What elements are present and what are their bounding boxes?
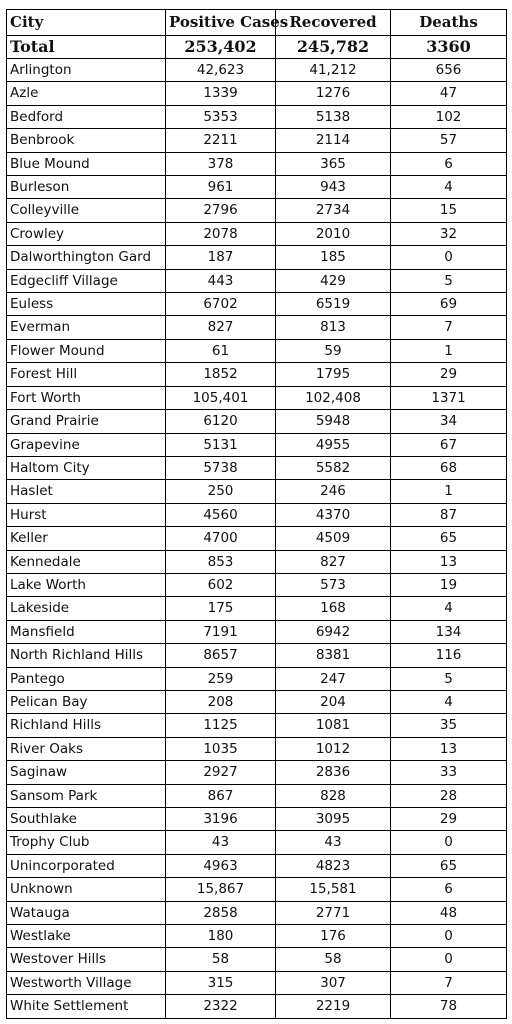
recovered-cell: 3095: [276, 808, 391, 831]
positive-cases-cell: 8657: [166, 644, 276, 667]
positive-cases-cell: 6120: [166, 410, 276, 433]
total-deaths: 3360: [391, 36, 507, 59]
recovered-cell: 4823: [276, 854, 391, 877]
recovered-cell: 2114: [276, 129, 391, 152]
deaths-cell: 13: [391, 550, 507, 573]
city-cell: Keller: [7, 527, 166, 550]
positive-cases-cell: 175: [166, 597, 276, 620]
table-row: [7, 269, 507, 292]
deaths-cell: 116: [391, 644, 507, 667]
deaths-cell: 0: [391, 246, 507, 269]
deaths-cell: 7: [391, 971, 507, 994]
positive-cases-cell: 2927: [166, 761, 276, 784]
positive-cases-cell: 3196: [166, 808, 276, 831]
table-row: [7, 784, 507, 807]
positive-cases-cell: 58: [166, 948, 276, 971]
deaths-cell: 0: [391, 831, 507, 854]
recovered-cell: 246: [276, 480, 391, 503]
table-row: [7, 410, 507, 433]
table-row: [7, 386, 507, 409]
positive-cases-cell: 6702: [166, 293, 276, 316]
city-cell: River Oaks: [7, 737, 166, 760]
positive-cases-cell: 1125: [166, 714, 276, 737]
deaths-cell: 0: [391, 925, 507, 948]
positive-cases-cell: 867: [166, 784, 276, 807]
deaths-cell: 1: [391, 339, 507, 362]
positive-cases-cell: 4560: [166, 503, 276, 526]
table-row: [7, 808, 507, 831]
city-cell: Blue Mound: [7, 152, 166, 175]
table-row: [7, 82, 507, 105]
positive-cases-cell: 1339: [166, 82, 276, 105]
city-cell: Colleyville: [7, 199, 166, 222]
deaths-cell: 1: [391, 480, 507, 503]
city-cell: Watauga: [7, 901, 166, 924]
header-deaths: Deaths: [391, 10, 507, 36]
positive-cases-cell: 2858: [166, 901, 276, 924]
table-row: [7, 480, 507, 503]
positive-cases-cell: 602: [166, 573, 276, 596]
table-row: [7, 550, 507, 573]
recovered-cell: 2836: [276, 761, 391, 784]
recovered-cell: 5582: [276, 456, 391, 479]
total-positive-cases: 253,402: [166, 36, 276, 59]
deaths-cell: 68: [391, 456, 507, 479]
city-cell: Grand Prairie: [7, 410, 166, 433]
deaths-cell: 0: [391, 948, 507, 971]
city-cell: Haltom City: [7, 456, 166, 479]
positive-cases-cell: 2078: [166, 222, 276, 245]
city-cell: Richland Hills: [7, 714, 166, 737]
positive-cases-cell: 315: [166, 971, 276, 994]
positive-cases-cell: 2796: [166, 199, 276, 222]
deaths-cell: 6: [391, 878, 507, 901]
city-cell: Euless: [7, 293, 166, 316]
city-cell: Lakeside: [7, 597, 166, 620]
recovered-cell: 5948: [276, 410, 391, 433]
positive-cases-cell: 4963: [166, 854, 276, 877]
table-row: [7, 948, 507, 971]
table-row: [7, 690, 507, 713]
city-cell: Southlake: [7, 808, 166, 831]
recovered-cell: 59: [276, 339, 391, 362]
recovered-cell: 41,212: [276, 59, 391, 82]
recovered-cell: 429: [276, 269, 391, 292]
table-row: [7, 527, 507, 550]
city-cell: Dalworthington Gard: [7, 246, 166, 269]
positive-cases-cell: 827: [166, 316, 276, 339]
recovered-cell: 2771: [276, 901, 391, 924]
recovered-cell: 8381: [276, 644, 391, 667]
city-cell: North Richland Hills: [7, 644, 166, 667]
table-row: [7, 925, 507, 948]
city-cell: Saginaw: [7, 761, 166, 784]
table-row: [7, 995, 507, 1018]
deaths-cell: 5: [391, 667, 507, 690]
table-row: [7, 644, 507, 667]
city-cell: Mansfield: [7, 620, 166, 643]
city-cell: Benbrook: [7, 129, 166, 152]
table-row: [7, 503, 507, 526]
city-cell: Burleson: [7, 176, 166, 199]
total-recovered: 245,782: [276, 36, 391, 59]
deaths-cell: 48: [391, 901, 507, 924]
positive-cases-cell: 208: [166, 690, 276, 713]
city-cell: Flower Mound: [7, 339, 166, 362]
deaths-cell: 19: [391, 573, 507, 596]
deaths-cell: 65: [391, 527, 507, 550]
table-row: [7, 854, 507, 877]
deaths-cell: 4: [391, 176, 507, 199]
deaths-cell: 69: [391, 293, 507, 316]
recovered-cell: 6519: [276, 293, 391, 316]
city-cell: Unknown: [7, 878, 166, 901]
positive-cases-cell: 378: [166, 152, 276, 175]
city-cell: Pantego: [7, 667, 166, 690]
recovered-cell: 204: [276, 690, 391, 713]
table-row: [7, 831, 507, 854]
recovered-cell: 102,408: [276, 386, 391, 409]
table-row: [7, 176, 507, 199]
deaths-cell: 29: [391, 363, 507, 386]
city-cell: Trophy Club: [7, 831, 166, 854]
deaths-cell: 656: [391, 59, 507, 82]
positive-cases-cell: 961: [166, 176, 276, 199]
positive-cases-cell: 5131: [166, 433, 276, 456]
recovered-cell: 168: [276, 597, 391, 620]
deaths-cell: 15: [391, 199, 507, 222]
table-row: [7, 199, 507, 222]
deaths-cell: 13: [391, 737, 507, 760]
table-row: [7, 363, 507, 386]
city-cell: Crowley: [7, 222, 166, 245]
positive-cases-cell: 43: [166, 831, 276, 854]
table-row: [7, 620, 507, 643]
recovered-cell: 4509: [276, 527, 391, 550]
deaths-cell: 35: [391, 714, 507, 737]
deaths-cell: 78: [391, 995, 507, 1018]
recovered-cell: 1276: [276, 82, 391, 105]
recovered-cell: 307: [276, 971, 391, 994]
deaths-cell: 4: [391, 597, 507, 620]
deaths-cell: 5: [391, 269, 507, 292]
deaths-cell: 1371: [391, 386, 507, 409]
recovered-cell: 2219: [276, 995, 391, 1018]
deaths-cell: 65: [391, 854, 507, 877]
positive-cases-cell: 42,623: [166, 59, 276, 82]
city-cell: White Settlement: [7, 995, 166, 1018]
positive-cases-cell: 7191: [166, 620, 276, 643]
deaths-cell: 87: [391, 503, 507, 526]
recovered-cell: 43: [276, 831, 391, 854]
city-cell: Edgecliff Village: [7, 269, 166, 292]
recovered-cell: 1081: [276, 714, 391, 737]
city-cell: Pelican Bay: [7, 690, 166, 713]
city-cell: Haslet: [7, 480, 166, 503]
city-cell: Fort Worth: [7, 386, 166, 409]
recovered-cell: 5138: [276, 105, 391, 128]
table-row: [7, 433, 507, 456]
deaths-cell: 7: [391, 316, 507, 339]
recovered-cell: 176: [276, 925, 391, 948]
table-row: [7, 316, 507, 339]
deaths-cell: 28: [391, 784, 507, 807]
city-cell: Bedford: [7, 105, 166, 128]
city-cell: Hurst: [7, 503, 166, 526]
deaths-cell: 4: [391, 690, 507, 713]
recovered-cell: 247: [276, 667, 391, 690]
recovered-cell: 185: [276, 246, 391, 269]
recovered-cell: 573: [276, 573, 391, 596]
table-row: [7, 714, 507, 737]
table-row: [7, 573, 507, 596]
recovered-cell: 4370: [276, 503, 391, 526]
city-cell: Forest Hill: [7, 363, 166, 386]
positive-cases-cell: 1852: [166, 363, 276, 386]
table-row: [7, 737, 507, 760]
city-cell: Azle: [7, 82, 166, 105]
recovered-cell: 1795: [276, 363, 391, 386]
city-cell: Westlake: [7, 925, 166, 948]
positive-cases-cell: 4700: [166, 527, 276, 550]
deaths-cell: 102: [391, 105, 507, 128]
positive-cases-cell: 2211: [166, 129, 276, 152]
recovered-cell: 1012: [276, 737, 391, 760]
recovered-cell: 828: [276, 784, 391, 807]
table-row: [7, 597, 507, 620]
header-recovered: Recovered: [276, 10, 391, 36]
recovered-cell: 2010: [276, 222, 391, 245]
city-cell: Lake Worth: [7, 573, 166, 596]
positive-cases-cell: 853: [166, 550, 276, 573]
city-cell: Everman: [7, 316, 166, 339]
total-row: [7, 36, 507, 59]
recovered-cell: 813: [276, 316, 391, 339]
header-positive-cases: Positive Cases: [166, 10, 276, 36]
header-row: [7, 10, 507, 36]
deaths-cell: 134: [391, 620, 507, 643]
recovered-cell: 4955: [276, 433, 391, 456]
positive-cases-cell: 15,867: [166, 878, 276, 901]
positive-cases-cell: 443: [166, 269, 276, 292]
deaths-cell: 29: [391, 808, 507, 831]
recovered-cell: 827: [276, 550, 391, 573]
deaths-cell: 6: [391, 152, 507, 175]
deaths-cell: 47: [391, 82, 507, 105]
positive-cases-cell: 1035: [166, 737, 276, 760]
deaths-cell: 33: [391, 761, 507, 784]
table-row: [7, 246, 507, 269]
city-cell: Unincorporated: [7, 854, 166, 877]
table-row: [7, 456, 507, 479]
positive-cases-cell: 187: [166, 246, 276, 269]
recovered-cell: 58: [276, 948, 391, 971]
table-row: [7, 105, 507, 128]
table-row: [7, 129, 507, 152]
table-row: [7, 293, 507, 316]
recovered-cell: 2734: [276, 199, 391, 222]
positive-cases-cell: 259: [166, 667, 276, 690]
table-row: [7, 222, 507, 245]
recovered-cell: 6942: [276, 620, 391, 643]
deaths-cell: 34: [391, 410, 507, 433]
table-row: [7, 878, 507, 901]
positive-cases-cell: 5353: [166, 105, 276, 128]
table-row: [7, 339, 507, 362]
positive-cases-cell: 180: [166, 925, 276, 948]
recovered-cell: 943: [276, 176, 391, 199]
deaths-cell: 67: [391, 433, 507, 456]
city-cell: Westworth Village: [7, 971, 166, 994]
deaths-cell: 57: [391, 129, 507, 152]
positive-cases-cell: 61: [166, 339, 276, 362]
recovered-cell: 365: [276, 152, 391, 175]
city-cell: Arlington: [7, 59, 166, 82]
table-row: [7, 761, 507, 784]
deaths-cell: 32: [391, 222, 507, 245]
positive-cases-cell: 105,401: [166, 386, 276, 409]
table-row: [7, 152, 507, 175]
city-cell: Kennedale: [7, 550, 166, 573]
positive-cases-cell: 2322: [166, 995, 276, 1018]
city-cell: Westover Hills: [7, 948, 166, 971]
header-city: City: [7, 10, 166, 36]
positive-cases-cell: 5738: [166, 456, 276, 479]
table-row: [7, 667, 507, 690]
recovered-cell: 15,581: [276, 878, 391, 901]
total-label: Total: [7, 36, 166, 59]
city-cell: Grapevine: [7, 433, 166, 456]
city-cell: Sansom Park: [7, 784, 166, 807]
table-row: [7, 59, 507, 82]
positive-cases-cell: 250: [166, 480, 276, 503]
table-row: [7, 901, 507, 924]
table-row: [7, 971, 507, 994]
cases-table: [6, 9, 507, 1019]
